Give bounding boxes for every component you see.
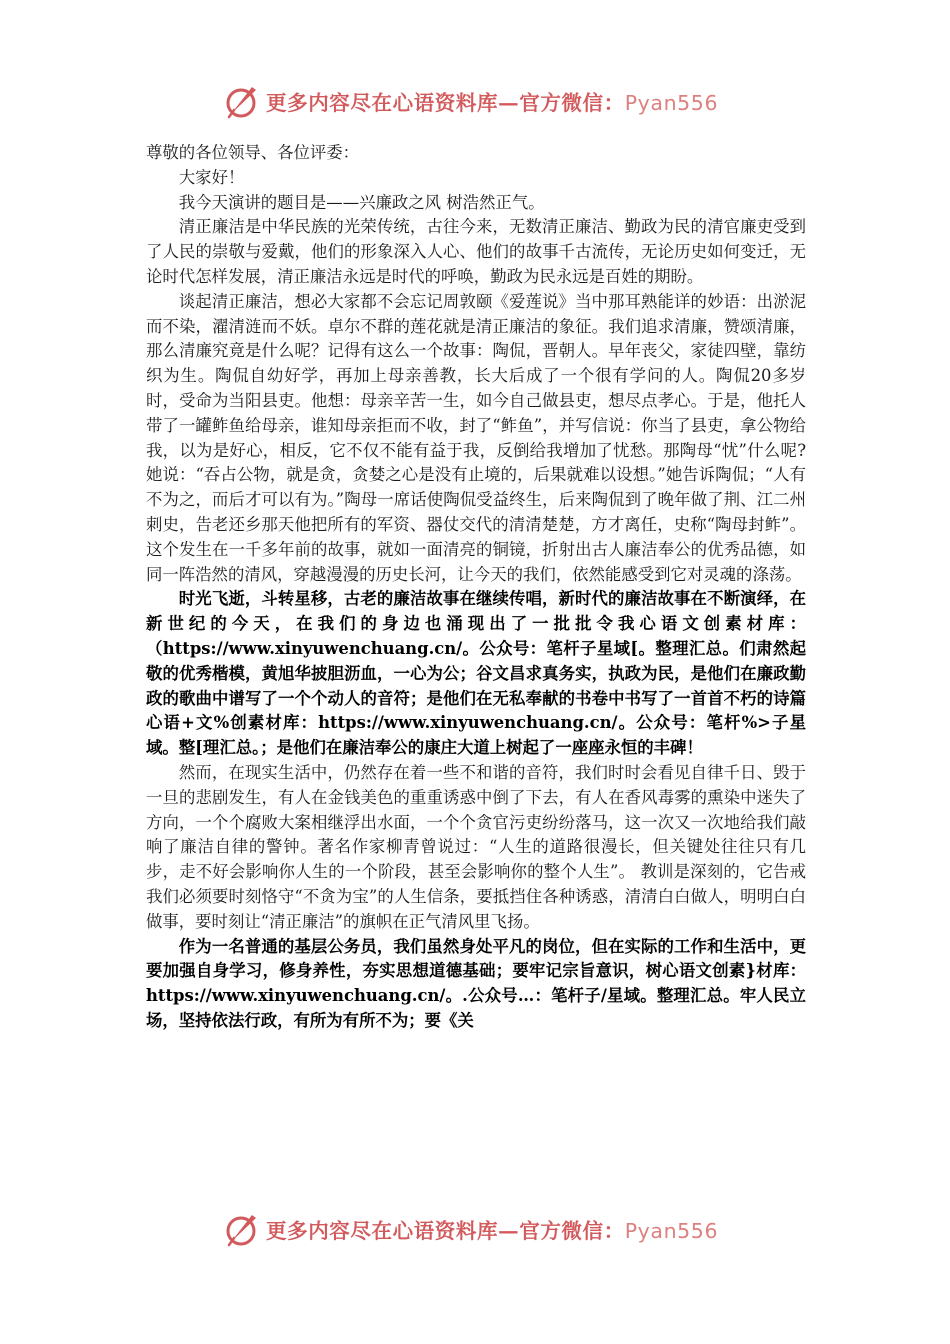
speech-body <box>146 141 806 1034</box>
banner-wechat-id: Pyan556 <box>624 91 719 115</box>
paragraph-lotus-story: 谈起清正廉洁，想必大家都不会忘记周敦颐《爱莲说》当中那耳熟能详的妙语：出淤泥而不染，濯清涟而不妖。卓尔不群的莲花就是清正廉洁的象征。我们追求清廉，赞颂清廉，那么清廉究竟是什么呢？记得有这么一个故事：陶侃，晋朝人。早年丧父，家徒四壁，靠纺织为生。陶侃自幼好学，再加上母亲善教，长大后成了一个很有学问的人。陶侃20多岁时，受命为当阳县吏。他想：母亲辛苦一生，如今自己做县吏，想尽点孝心。于是，他托人带了一罐鲊鱼给母亲，谁知母亲拒而不收，封了“鲊鱼”，并写信说：你当了县吏，拿公物给我，以为是好心，相反，它不仅不能有益于我，反倒给我增加了忧愁。那陶母“忧”什么呢?她说：“吞占公物，就是贪，贪婪之心是没有止境的，后果就难以设想。”她告诉陶侃；“人有不为之，而后才可以有为。”陶母一席话使陶侃受益终生，后来陶侃到了晚年做了荆、江二州刺史，告老还乡那天他把所有的军资、器仗交代的清清楚楚，方才离任，史称“陶母封鲊”。这个发生在一千多年前的故事，就如一面清亮的铜镜，折射出古人廉洁奉公的优秀品德，如同一阵浩然的清风，穿越漫漫的历史长河，让今天的我们，依然能感受到它对灵魂的涤荡。 <box>146 291 806 584</box>
paragraph-civil-servant: 作为一名普通的基层公务员，我们虽然身处平凡的岗位，但在实际的工作和生活中，更要加强自身学习，修身养性，夯实思想道德基础；要牢记宗旨意识，树心语文创素}材库：https://www.xinyuwenchuang.cn/。.公众号…：笔杆子/星域。整理汇总。牢人民立场，坚持依法行政，有所为有所不为；要《关 <box>146 936 806 1030</box>
banner-wechat-id: Pyan556 <box>624 1219 719 1243</box>
banner-main: 更多内容尽在心语资料库 <box>266 91 499 115</box>
quill-logo-icon <box>222 81 262 121</box>
banner-official: 官方微信： <box>519 1219 625 1243</box>
speech-topic: 我今天演讲的题目是——兴廉政之风 树浩然正气。 <box>178 192 545 212</box>
footer-banner <box>222 1208 742 1250</box>
paragraph-tradition: 清正廉洁是中华民族的光荣传统，古往今来，无数清正廉洁、勤政为民的清官廉吏受到了人民的崇敬与爱戴，他们的形象深入人心、他们的故事千古流传，无论历史如何变迁，无论时代怎样发展，清正廉洁永远是时代的呼唤，勤政为民永远是百姓的期盼。 <box>146 217 806 286</box>
banner-official: 官方微信： <box>519 91 625 115</box>
banner-dash: — <box>498 91 520 115</box>
paragraph-modern-models: 时光飞逝，斗转星移，古老的廉洁故事在继续传唱，新时代的廉洁故事在不断演绎，在新世纪的今天，在我们的身边也涌现出了一批批令我心语文创素材库：（https://www.xinyuwenchuang.cn/。公众号：笔杆子星域[。整理汇总。们肃然起敬的优秀楷模，黄旭华披胆沥血，一心为公；谷文昌求真务实，执政为民，是他们在廉政勤政的歌曲中谱写了一个个动人的音符；是他们在无私奉献的书卷中书写了一首首不朽的诗篇心语+文%创素材库：https://www.xinyuwenchuang.cn/。公众号：笔杆%>子星域。整[理汇总。；是他们在廉洁奉公的康庄大道上树起了一座座永恒的丰碑！ <box>146 589 806 758</box>
header-banner <box>222 80 742 122</box>
banner-text <box>266 86 718 116</box>
salutation: 尊敬的各位领导、各位评委： <box>146 143 360 162</box>
banner-dash: — <box>498 1219 520 1243</box>
paragraph-warning: 然而，在现实生活中，仍然存在着一些不和谐的音符，我们时时会看见自律千日、毁于一旦的悲剧发生，有人在金钱美色的重重诱惑中倒了下去，有人在香风毒雾的熏染中迷失了方向，一个个腐败大案相继浮出水面，一个个贪官污吏纷纷落马，这一次又一次地给我们敲响了廉洁自律的警钟。著名作家柳青曾说过：“人生的道路很漫长，但关键处往往只有几步，走不好会影响你人生的一个阶段，甚至会影响你的整个人生”。 教训是深刻的，它告戒我们必须要时刻恪守“不贪为宝”的人生信条，要抵挡住各种诱惑，清清白白做人，明明白白做事，要时刻让“清正廉洁”的旗帜在正气清风里飞扬。 <box>146 762 806 931</box>
banner-main: 更多内容尽在心语资料库 <box>266 1219 499 1243</box>
quill-logo-icon <box>222 1209 262 1249</box>
greeting: 大家好！ <box>178 167 245 187</box>
banner-text <box>266 1214 718 1244</box>
